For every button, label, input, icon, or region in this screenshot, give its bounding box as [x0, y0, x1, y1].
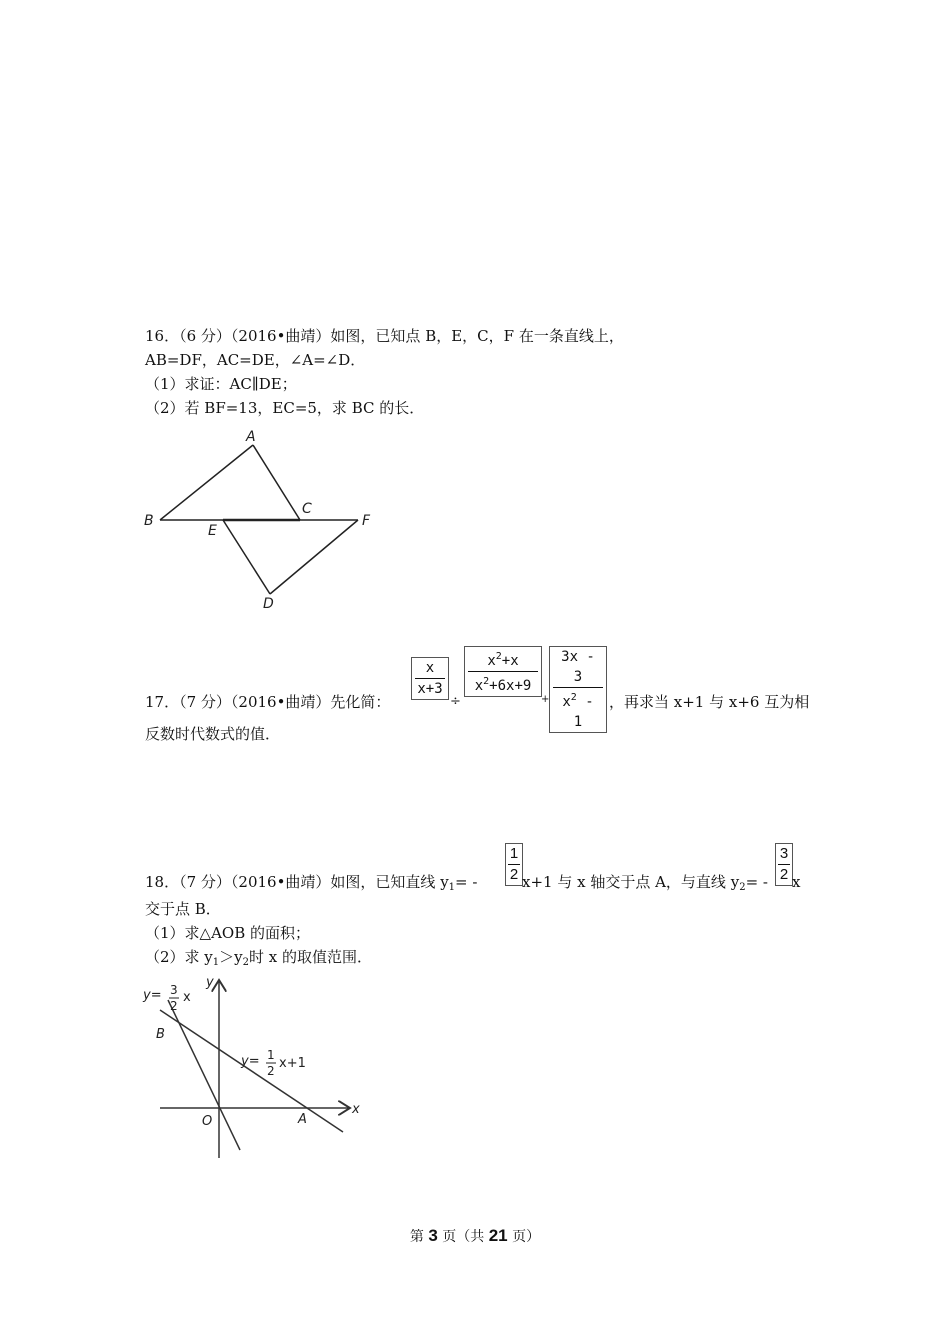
q18-line1-b: x+1 与 x 轴交于点 A，与直线 $y_2=$ -: [522, 873, 768, 893]
label-c: C: [302, 501, 312, 517]
q17-fraction-1: x x+3: [411, 657, 449, 700]
q17-line2: 反数时代数式的值．: [145, 725, 281, 743]
total-pages: 21: [488, 1226, 508, 1245]
q18-line1-a: 18．（7 分）（2016•曲靖）如图，已知直线 $y_1=$ -: [145, 873, 478, 893]
line-y1-label-x: x+1: [279, 1056, 306, 1071]
line-y1-label-y: y=: [241, 1054, 260, 1069]
q18-fraction-three-halves: 3 2: [775, 843, 793, 886]
segment-ed: [223, 520, 270, 594]
q16-line1: 16．（6 分）（2016•曲靖）如图，已知点 B，E，C，F 在一条直线上，: [145, 327, 624, 345]
q16-part2: （2）若 BF=13，EC=5，求 BC 的长．: [145, 399, 425, 417]
label-e: E: [208, 523, 217, 539]
q18-part2: （2）求 $y_1>y_2$时 x 的取值范围．: [145, 948, 373, 968]
y-axis-label: y: [206, 975, 214, 990]
line-y1: [160, 1010, 343, 1132]
segment-df: [270, 520, 358, 594]
q18-graph: [140, 970, 370, 1165]
q18-line2: 交于点 B．: [145, 900, 221, 918]
label-f: F: [362, 513, 371, 529]
line-y2-label-y: y=: [143, 988, 162, 1003]
q18-part1: （1）求△AOB 的面积；: [145, 924, 311, 942]
segment-ac: [253, 445, 300, 520]
q18-fraction-half: 1 2: [505, 843, 523, 886]
q17-fraction-2: $x^2+x$ $x^2+6x+9$: [464, 646, 542, 697]
segment-ab: [160, 445, 253, 520]
point-b-label: B: [156, 1027, 165, 1042]
q17-divide-sign: ÷: [450, 694, 461, 709]
line-y1-label-den: 2: [267, 1064, 275, 1078]
point-a-label: A: [298, 1112, 307, 1127]
label-d: D: [263, 596, 274, 612]
line-y2-label-x: x: [183, 990, 191, 1005]
x-axis-label: x: [352, 1102, 360, 1117]
line-y1-label-num: 1: [267, 1048, 275, 1062]
q18-line1-end: x: [792, 873, 801, 891]
q17-prefix: 17．（7 分）（2016•曲靖）先化简：: [145, 693, 391, 711]
label-b: B: [144, 513, 154, 529]
q17-plus-sign: +: [541, 694, 550, 705]
q16-figure: [140, 425, 390, 615]
line-y2-label-den: 2: [170, 999, 178, 1013]
origin-label: O: [202, 1114, 213, 1129]
line-y2-label-num: 3: [170, 983, 178, 997]
q17-suffix: ，再求当 x+1 与 x+6 互为相: [609, 693, 810, 711]
current-page: 3: [428, 1226, 438, 1245]
q16-part1: （1）求证：AC∥DE；: [145, 375, 297, 393]
page-footer: 第 3 页（共 21 页）: [409, 1226, 541, 1245]
q17-fraction-3: 3x - 3 $x^2 - 1$: [549, 646, 607, 733]
q16-line2: AB=DF，AC=DE，∠A=∠D．: [145, 351, 366, 369]
label-a: A: [246, 429, 256, 445]
